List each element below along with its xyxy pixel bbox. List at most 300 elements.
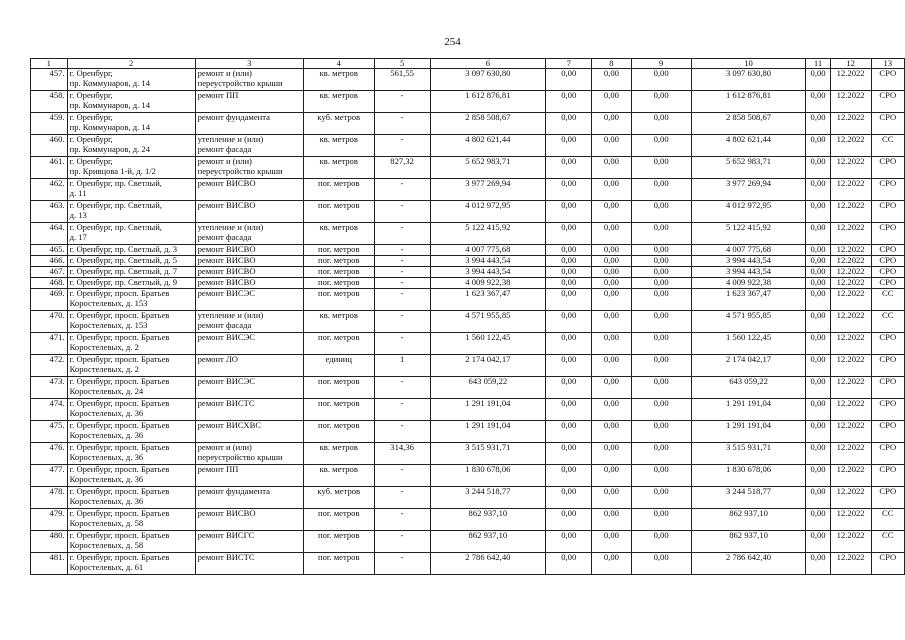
cell-total-cost: 2 174 042,17 <box>430 355 546 377</box>
cell-row-number: 473. <box>31 377 68 399</box>
column-header-1: 1 <box>31 59 68 69</box>
cell-work-type: ремонт ВИСВО <box>195 267 303 278</box>
cell-fund-federal: 0,00 <box>546 278 592 289</box>
cell-volume: 314,36 <box>374 443 430 465</box>
cell-fund-regional: 0,00 <box>592 256 631 267</box>
cell-fund-federal: 0,00 <box>546 69 592 91</box>
cell-owners-funds: 2 786 642,40 <box>691 553 806 575</box>
cell-unit: кв. метров <box>303 443 374 465</box>
cell-unit: пог. метров <box>303 289 374 311</box>
cell-completion-date: 12.2022 <box>830 69 871 91</box>
table-row <box>31 377 905 399</box>
cell-row-number: 459. <box>31 113 68 135</box>
cell-owners-funds: 643 059,22 <box>691 377 806 399</box>
cell-fund-regional: 0,00 <box>592 333 631 355</box>
cell-address: г. Оренбург, просп. Братьев Коростелевых, д. 58 <box>67 531 195 553</box>
cell-fund-federal: 0,00 <box>546 399 592 421</box>
cell-fund-federal: 0,00 <box>546 256 592 267</box>
cell-total-cost: 1 830 678,06 <box>430 465 546 487</box>
cell-row-number: 471. <box>31 333 68 355</box>
cell-completion-date: 12.2022 <box>830 487 871 509</box>
table-row <box>31 289 905 311</box>
cell-fund-regional: 0,00 <box>592 553 631 575</box>
cell-specific-cost: 0,00 <box>806 256 830 267</box>
cell-row-number: 470. <box>31 311 68 333</box>
cell-specific-cost: 0,00 <box>806 91 830 113</box>
cell-owners-funds: 1 291 191,04 <box>691 399 806 421</box>
cell-row-number: 465. <box>31 245 68 256</box>
cell-row-number: 481. <box>31 553 68 575</box>
column-header-6: 6 <box>430 59 546 69</box>
cell-work-type: ремонт ВИСЭС <box>195 333 303 355</box>
cell-address: г. Оренбург, пр. Светлый, д. 17 <box>67 223 195 245</box>
cell-row-number: 467. <box>31 267 68 278</box>
cell-work-type: ремонт ПП <box>195 465 303 487</box>
cell-owners-funds: 1 612 876,81 <box>691 91 806 113</box>
cell-fund-local: 0,00 <box>631 157 691 179</box>
cell-fund-federal: 0,00 <box>546 91 592 113</box>
cell-volume: - <box>374 553 430 575</box>
cell-work-type: ремонт ВИСЭС <box>195 289 303 311</box>
cell-fund-local: 0,00 <box>631 223 691 245</box>
cell-fund-regional: 0,00 <box>592 289 631 311</box>
cell-fund-federal: 0,00 <box>546 157 592 179</box>
cell-fund-federal: 0,00 <box>546 245 592 256</box>
cell-work-type: ремонт ВИСВО <box>195 179 303 201</box>
cell-fund-method: СРО <box>871 399 904 421</box>
cell-specific-cost: 0,00 <box>806 399 830 421</box>
cell-fund-regional: 0,00 <box>592 135 631 157</box>
cell-volume: - <box>374 421 430 443</box>
cell-work-type: ремонт ВИСВО <box>195 256 303 267</box>
cell-completion-date: 12.2022 <box>830 113 871 135</box>
cell-fund-federal: 0,00 <box>546 355 592 377</box>
cell-work-type: ремонт ПП <box>195 91 303 113</box>
cell-fund-regional: 0,00 <box>592 201 631 223</box>
cell-address: г. Оренбург, просп. Братьев Коростелевых, д. 2 <box>67 333 195 355</box>
table-row <box>31 421 905 443</box>
cell-work-type: ремонт ВИСВО <box>195 278 303 289</box>
column-header-9: 9 <box>631 59 691 69</box>
cell-completion-date: 12.2022 <box>830 553 871 575</box>
cell-fund-method: СРО <box>871 91 904 113</box>
cell-completion-date: 12.2022 <box>830 465 871 487</box>
cell-fund-regional: 0,00 <box>592 531 631 553</box>
cell-volume: - <box>374 223 430 245</box>
cell-unit: куб. метров <box>303 487 374 509</box>
cell-volume: - <box>374 179 430 201</box>
cell-address: г. Оренбург, пр. Коммунаров, д. 24 <box>67 135 195 157</box>
cell-fund-federal: 0,00 <box>546 443 592 465</box>
cell-row-number: 460. <box>31 135 68 157</box>
cell-owners-funds: 862 937,10 <box>691 509 806 531</box>
cell-fund-local: 0,00 <box>631 201 691 223</box>
cell-fund-local: 0,00 <box>631 531 691 553</box>
table-row <box>31 113 905 135</box>
table-row <box>31 69 905 91</box>
cell-completion-date: 12.2022 <box>830 289 871 311</box>
cell-specific-cost: 0,00 <box>806 421 830 443</box>
cell-volume: 561,55 <box>374 69 430 91</box>
cell-fund-method: СРО <box>871 333 904 355</box>
cell-total-cost: 2 786 642,40 <box>430 553 546 575</box>
cell-address: г. Оренбург, просп. Братьев Коростелевых, д. 153 <box>67 311 195 333</box>
cell-total-cost: 862 937,10 <box>430 531 546 553</box>
cell-total-cost: 1 291 191,04 <box>430 421 546 443</box>
cell-fund-regional: 0,00 <box>592 245 631 256</box>
cell-owners-funds: 4 009 922,38 <box>691 278 806 289</box>
cell-fund-method: СС <box>871 509 904 531</box>
table-row <box>31 256 905 267</box>
cell-specific-cost: 0,00 <box>806 509 830 531</box>
cell-work-type: утепление и (или) ремонт фасада <box>195 223 303 245</box>
cell-row-number: 462. <box>31 179 68 201</box>
cell-owners-funds: 3 977 269,94 <box>691 179 806 201</box>
cell-owners-funds: 4 007 775,68 <box>691 245 806 256</box>
cell-unit: кв. метров <box>303 91 374 113</box>
cell-unit: пог. метров <box>303 278 374 289</box>
cell-fund-regional: 0,00 <box>592 421 631 443</box>
cell-completion-date: 12.2022 <box>830 256 871 267</box>
cell-owners-funds: 1 623 367,47 <box>691 289 806 311</box>
cell-volume: - <box>374 377 430 399</box>
cell-fund-method: СС <box>871 531 904 553</box>
cell-address: г. Оренбург, пр. Светлый, д. 11 <box>67 179 195 201</box>
cell-row-number: 469. <box>31 289 68 311</box>
cell-address: г. Оренбург, пр. Коммунаров, д. 14 <box>67 69 195 91</box>
cell-specific-cost: 0,00 <box>806 311 830 333</box>
cell-completion-date: 12.2022 <box>830 311 871 333</box>
cell-fund-method: СРО <box>871 443 904 465</box>
cell-row-number: 466. <box>31 256 68 267</box>
cell-specific-cost: 0,00 <box>806 487 830 509</box>
cell-specific-cost: 0,00 <box>806 267 830 278</box>
cell-fund-local: 0,00 <box>631 377 691 399</box>
cell-completion-date: 12.2022 <box>830 443 871 465</box>
cell-fund-local: 0,00 <box>631 179 691 201</box>
cell-unit: единиц <box>303 355 374 377</box>
cell-volume: - <box>374 245 430 256</box>
cell-work-type: ремонт ВИСТС <box>195 399 303 421</box>
cell-work-type: ремонт ВИСВО <box>195 509 303 531</box>
cell-completion-date: 12.2022 <box>830 91 871 113</box>
cell-fund-federal: 0,00 <box>546 487 592 509</box>
column-header-11: 11 <box>806 59 830 69</box>
cell-owners-funds: 3 515 931,71 <box>691 443 806 465</box>
cell-owners-funds: 3 244 518,77 <box>691 487 806 509</box>
cell-fund-local: 0,00 <box>631 487 691 509</box>
cell-row-number: 478. <box>31 487 68 509</box>
cell-fund-method: СРО <box>871 278 904 289</box>
cell-completion-date: 12.2022 <box>830 278 871 289</box>
cell-completion-date: 12.2022 <box>830 201 871 223</box>
cell-address: г. Оренбург, пр. Коммунаров, д. 14 <box>67 91 195 113</box>
cell-work-type: ремонт ВИСТС <box>195 553 303 575</box>
cell-owners-funds: 4 571 955,85 <box>691 311 806 333</box>
cell-fund-regional: 0,00 <box>592 465 631 487</box>
cell-completion-date: 12.2022 <box>830 531 871 553</box>
cell-specific-cost: 0,00 <box>806 443 830 465</box>
cell-work-type: ремонт фундамента <box>195 487 303 509</box>
cell-total-cost: 1 623 367,47 <box>430 289 546 311</box>
cell-address: г. Оренбург, пр. Светлый, д. 3 <box>67 245 195 256</box>
cell-volume: - <box>374 113 430 135</box>
cell-fund-regional: 0,00 <box>592 278 631 289</box>
cell-fund-regional: 0,00 <box>592 377 631 399</box>
cell-fund-regional: 0,00 <box>592 311 631 333</box>
cell-fund-local: 0,00 <box>631 135 691 157</box>
cell-row-number: 461. <box>31 157 68 179</box>
cell-fund-method: СРО <box>871 157 904 179</box>
cell-address: г. Оренбург, пр. Светлый, д. 5 <box>67 256 195 267</box>
cell-fund-method: СРО <box>871 487 904 509</box>
cell-completion-date: 12.2022 <box>830 157 871 179</box>
cell-owners-funds: 3 994 443,54 <box>691 267 806 278</box>
cell-specific-cost: 0,00 <box>806 278 830 289</box>
cell-specific-cost: 0,00 <box>806 179 830 201</box>
cell-specific-cost: 0,00 <box>806 553 830 575</box>
cell-specific-cost: 0,00 <box>806 289 830 311</box>
cell-fund-method: СРО <box>871 69 904 91</box>
page-number: 254 <box>444 36 461 48</box>
cell-fund-method: СРО <box>871 553 904 575</box>
cell-fund-federal: 0,00 <box>546 421 592 443</box>
cell-unit: кв. метров <box>303 69 374 91</box>
cell-row-number: 475. <box>31 421 68 443</box>
cell-fund-local: 0,00 <box>631 69 691 91</box>
cell-fund-method: СРО <box>871 113 904 135</box>
table-row <box>31 487 905 509</box>
cell-completion-date: 12.2022 <box>830 421 871 443</box>
cell-row-number: 468. <box>31 278 68 289</box>
cell-fund-method: СС <box>871 289 904 311</box>
cell-unit: кв. метров <box>303 311 374 333</box>
cell-fund-method: СРО <box>871 421 904 443</box>
cell-unit: пог. метров <box>303 267 374 278</box>
cell-unit: кв. метров <box>303 223 374 245</box>
cell-volume: - <box>374 311 430 333</box>
cell-owners-funds: 5 652 983,71 <box>691 157 806 179</box>
cell-fund-local: 0,00 <box>631 311 691 333</box>
cell-fund-method: СРО <box>871 245 904 256</box>
cell-unit: кв. метров <box>303 465 374 487</box>
cell-completion-date: 12.2022 <box>830 377 871 399</box>
table-row <box>31 311 905 333</box>
cell-address: г. Оренбург, пр. Кривцова 1-й, д. 1/2 <box>67 157 195 179</box>
cell-unit: пог. метров <box>303 179 374 201</box>
column-header-12: 12 <box>830 59 871 69</box>
table-row <box>31 223 905 245</box>
column-header-3: 3 <box>195 59 303 69</box>
cell-fund-method: СС <box>871 135 904 157</box>
table-row <box>31 267 905 278</box>
cell-address: г. Оренбург, просп. Братьев Коростелевых, д. 36 <box>67 487 195 509</box>
cell-owners-funds: 862 937,10 <box>691 531 806 553</box>
cell-total-cost: 4 012 972,95 <box>430 201 546 223</box>
table-row <box>31 91 905 113</box>
cell-unit: кв. метров <box>303 135 374 157</box>
cell-row-number: 477. <box>31 465 68 487</box>
cell-completion-date: 12.2022 <box>830 179 871 201</box>
cell-fund-local: 0,00 <box>631 289 691 311</box>
cell-row-number: 472. <box>31 355 68 377</box>
cell-specific-cost: 0,00 <box>806 355 830 377</box>
cell-fund-local: 0,00 <box>631 245 691 256</box>
cell-work-type: ремонт и (или) переустройство крыши <box>195 69 303 91</box>
cell-work-type: ремонт ВИСХВС <box>195 421 303 443</box>
cell-volume: - <box>374 201 430 223</box>
cell-unit: кв. метров <box>303 157 374 179</box>
cell-fund-local: 0,00 <box>631 399 691 421</box>
cell-owners-funds: 3 994 443,54 <box>691 256 806 267</box>
cell-fund-federal: 0,00 <box>546 377 592 399</box>
cell-volume: 827,32 <box>374 157 430 179</box>
cell-total-cost: 3 515 931,71 <box>430 443 546 465</box>
cell-completion-date: 12.2022 <box>830 509 871 531</box>
cell-unit: пог. метров <box>303 553 374 575</box>
cell-specific-cost: 0,00 <box>806 465 830 487</box>
cell-total-cost: 3 994 443,54 <box>430 267 546 278</box>
cell-owners-funds: 1 830 678,06 <box>691 465 806 487</box>
cell-volume: - <box>374 487 430 509</box>
cell-work-type: утепление и (или) ремонт фасада <box>195 135 303 157</box>
cell-unit: куб. метров <box>303 113 374 135</box>
cell-unit: пог. метров <box>303 256 374 267</box>
cell-owners-funds: 5 122 415,92 <box>691 223 806 245</box>
cell-address: г. Оренбург, просп. Братьев Коростелевых, д. 36 <box>67 421 195 443</box>
table-row <box>31 355 905 377</box>
cell-specific-cost: 0,00 <box>806 135 830 157</box>
cell-fund-regional: 0,00 <box>592 223 631 245</box>
cell-fund-regional: 0,00 <box>592 69 631 91</box>
column-header-13: 13 <box>871 59 904 69</box>
cell-fund-federal: 0,00 <box>546 311 592 333</box>
cell-row-number: 458. <box>31 91 68 113</box>
cell-volume: - <box>374 333 430 355</box>
cell-completion-date: 12.2022 <box>830 223 871 245</box>
cell-work-type: ремонт ВИСЭС <box>195 377 303 399</box>
cell-volume: - <box>374 399 430 421</box>
cell-fund-regional: 0,00 <box>592 267 631 278</box>
cell-row-number: 479. <box>31 509 68 531</box>
table-row <box>31 509 905 531</box>
cell-fund-method: СРО <box>871 355 904 377</box>
cell-completion-date: 12.2022 <box>830 135 871 157</box>
cell-total-cost: 3 097 630,80 <box>430 69 546 91</box>
cell-work-type: утепление и (или) ремонт фасада <box>195 311 303 333</box>
cell-unit: пог. метров <box>303 245 374 256</box>
table-row <box>31 135 905 157</box>
cell-total-cost: 2 858 508,67 <box>430 113 546 135</box>
cell-fund-local: 0,00 <box>631 355 691 377</box>
table-row <box>31 157 905 179</box>
cell-fund-federal: 0,00 <box>546 267 592 278</box>
cell-fund-federal: 0,00 <box>546 553 592 575</box>
cell-volume: - <box>374 531 430 553</box>
cell-completion-date: 12.2022 <box>830 267 871 278</box>
cell-row-number: 457. <box>31 69 68 91</box>
cell-fund-federal: 0,00 <box>546 201 592 223</box>
cell-fund-regional: 0,00 <box>592 91 631 113</box>
cell-address: г. Оренбург, просп. Братьев Коростелевых, д. 36 <box>67 399 195 421</box>
cell-fund-method: СРО <box>871 377 904 399</box>
cell-fund-regional: 0,00 <box>592 487 631 509</box>
cell-address: г. Оренбург, просп. Братьев Коростелевых, д. 36 <box>67 443 195 465</box>
cell-specific-cost: 0,00 <box>806 69 830 91</box>
cell-fund-method: СС <box>871 311 904 333</box>
cell-address: г. Оренбург, пр. Светлый, д. 7 <box>67 267 195 278</box>
cell-owners-funds: 1 560 122,45 <box>691 333 806 355</box>
cell-unit: пог. метров <box>303 201 374 223</box>
cell-unit: пог. метров <box>303 509 374 531</box>
cell-fund-local: 0,00 <box>631 465 691 487</box>
cell-address: г. Оренбург, пр. Коммунаров, д. 14 <box>67 113 195 135</box>
cell-work-type: ремонт фундамента <box>195 113 303 135</box>
cell-fund-local: 0,00 <box>631 333 691 355</box>
cell-address: г. Оренбург, просп. Братьев Коростелевых, д. 36 <box>67 465 195 487</box>
column-number-row <box>31 59 905 69</box>
cell-fund-method: СРО <box>871 465 904 487</box>
cell-fund-method: СРО <box>871 256 904 267</box>
table-row <box>31 201 905 223</box>
cell-total-cost: 4 571 955,85 <box>430 311 546 333</box>
cell-fund-federal: 0,00 <box>546 531 592 553</box>
cell-fund-federal: 0,00 <box>546 135 592 157</box>
cell-total-cost: 1 560 122,45 <box>430 333 546 355</box>
cell-completion-date: 12.2022 <box>830 245 871 256</box>
cell-volume: - <box>374 135 430 157</box>
column-header-7: 7 <box>546 59 592 69</box>
cell-specific-cost: 0,00 <box>806 245 830 256</box>
cell-specific-cost: 0,00 <box>806 333 830 355</box>
cell-unit: пог. метров <box>303 399 374 421</box>
cell-address: г. Оренбург, пр. Светлый, д. 13 <box>67 201 195 223</box>
cell-fund-regional: 0,00 <box>592 355 631 377</box>
cell-fund-federal: 0,00 <box>546 333 592 355</box>
cell-fund-local: 0,00 <box>631 509 691 531</box>
cell-total-cost: 1 612 876,81 <box>430 91 546 113</box>
cell-specific-cost: 0,00 <box>806 201 830 223</box>
cell-owners-funds: 1 291 191,04 <box>691 421 806 443</box>
cell-fund-regional: 0,00 <box>592 179 631 201</box>
cell-fund-method: СРО <box>871 201 904 223</box>
table-row <box>31 465 905 487</box>
cell-fund-regional: 0,00 <box>592 113 631 135</box>
cell-row-number: 464. <box>31 223 68 245</box>
cell-work-type: ремонт ВИСГС <box>195 531 303 553</box>
cell-address: г. Оренбург, пр. Светлый, д. 9 <box>67 278 195 289</box>
cell-row-number: 476. <box>31 443 68 465</box>
cell-address: г. Оренбург, просп. Братьев Коростелевых, д. 153 <box>67 289 195 311</box>
cell-row-number: 474. <box>31 399 68 421</box>
cell-fund-local: 0,00 <box>631 267 691 278</box>
cell-completion-date: 12.2022 <box>830 399 871 421</box>
cell-fund-regional: 0,00 <box>592 157 631 179</box>
cell-volume: - <box>374 91 430 113</box>
cell-unit: пог. метров <box>303 421 374 443</box>
cell-fund-regional: 0,00 <box>592 399 631 421</box>
cell-fund-federal: 0,00 <box>546 223 592 245</box>
column-header-8: 8 <box>592 59 631 69</box>
column-header-4: 4 <box>303 59 374 69</box>
cell-volume: - <box>374 267 430 278</box>
cell-fund-local: 0,00 <box>631 256 691 267</box>
cell-total-cost: 5 652 983,71 <box>430 157 546 179</box>
cell-unit: пог. метров <box>303 531 374 553</box>
cell-work-type: ремонт ЛО <box>195 355 303 377</box>
cell-owners-funds: 3 097 630,80 <box>691 69 806 91</box>
cell-row-number: 463. <box>31 201 68 223</box>
